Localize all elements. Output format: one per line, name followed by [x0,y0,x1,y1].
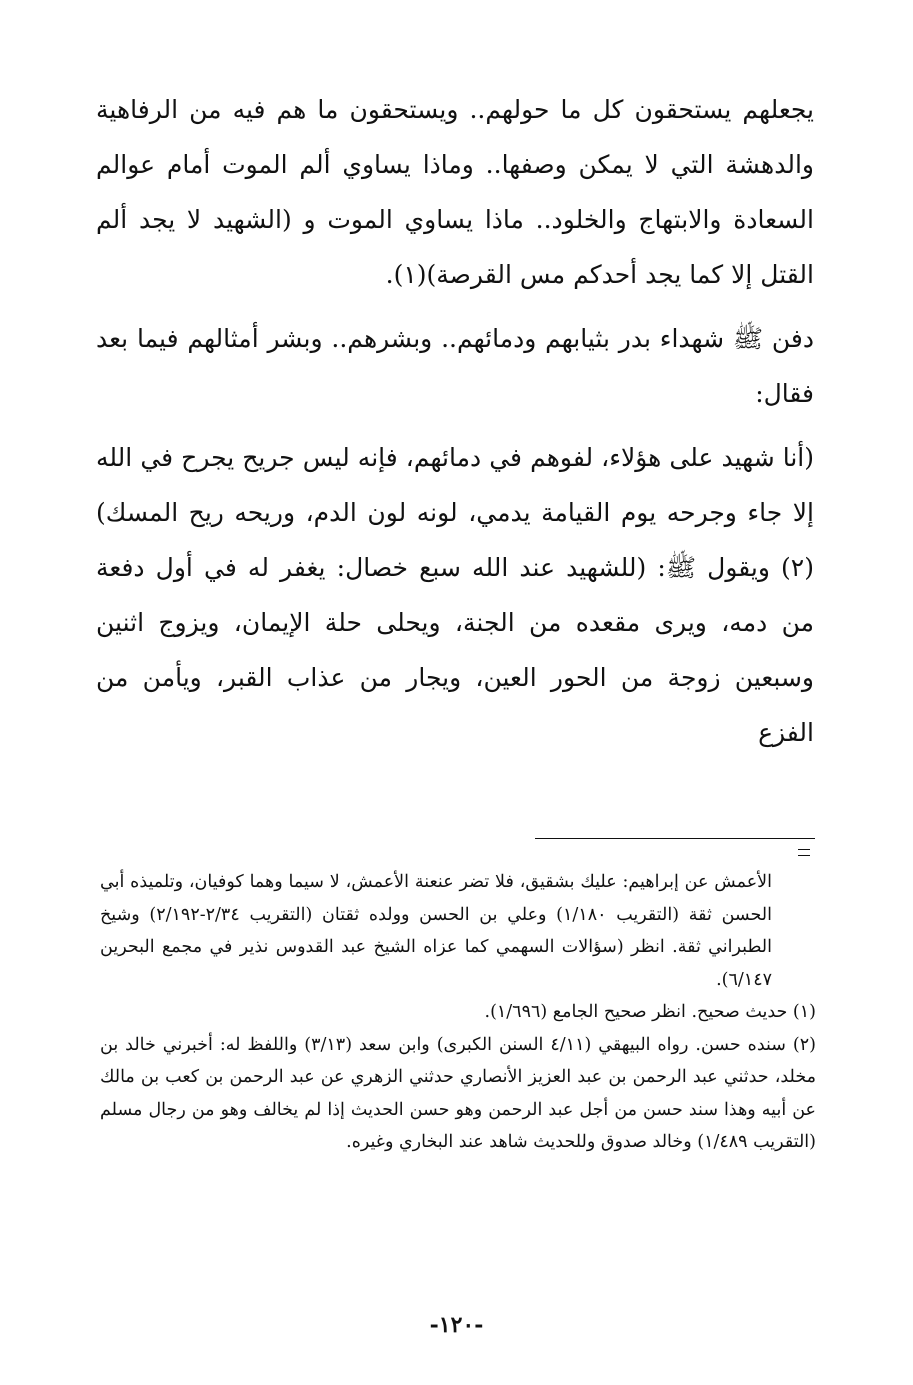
footnotes-section [100,866,816,1159]
footnote-item: (٢) سنده حسن. رواه البيهقي (٤/١١ السنن الكبرى) وابن سعد (٣/١٣) واللفظ له: أخبرني خالد بن مخلد، حدثني عبد الرحمن بن عبد العزيز الأنصاري حدثني الزهري عن عبد الرحمن بن كعب بن مالك عن أبيه وهذا سند حسن من أجل عبد الرحمن وهو حسن الحديث إذا لم يخالف وهو من رجال مسلم (التقريب ١/٤٨٩) وخالد صدوق وللحديث شاهد عند البخاري وغيره. [100,1034,816,1152]
body-paragraph: دفن ﷺ شهداء بدر بثيابهم ودمائهم.. وبشرهم.. وبشر أمثالهم فيما بعد فقال: [96,324,814,408]
footnote-divider-mark [798,849,810,856]
body-paragraph: (أنا شهيد على هؤلاء، لفوهم في دمائهم، فإنه ليس جريح يجرح في الله إلا جاء وجرحه يوم القيامة يدمي، لونه لون الدم، وريحه ريح المسك)(٢) ويقول ﷺ: (للشهيد عند الله سبع خصال: يغفر له في أول دفعة من دمه، ويرى مقعده من الجنة، ويحلى حلة الإيمان، ويزوج اثنين وسبعين زوجة من الحور العين، ويجار من عذاب القبر، ويأمن من الفزع [96,443,814,747]
footnote-divider [535,838,815,839]
footnote-item: (١) حديث صحيح. انظر صحيح الجامع (١/٦٩٦). [484,1002,816,1022]
main-text-body [96,82,814,760]
footnote-continuation: الأعمش عن إبراهيم: عليك بشقيق، فلا تضر عنعنة الأعمش، لا سيما وهما كوفيان، وتلميذه أبي الحسن ثقة (التقريب ١/١٨٠) وعلي بن الحسن وولده ثقتان (التقريب ٢/٣٤-٢/١٩٢) وشيخ الطبراني ثقة. انظر (سؤالات السهمي كما عزاه الشيخ عبد القدوس نذير في مجمع البحرين ٦/١٤٧). [100,872,772,990]
page-number: -١٢٠- [429,1312,484,1338]
body-paragraph: يجعلهم يستحقون كل ما حولهم.. ويستحقون ما هم فيه من الرفاهية والدهشة التي لا يمكن وصفها.. وماذا يساوي ألم الموت أمام عوالم السعادة والابتهاج والخلود.. ماذا يساوي الموت و (الشهيد لا يجد ألم القتل إلا كما يجد أحدكم مس القرصة)(١). [96,95,814,289]
